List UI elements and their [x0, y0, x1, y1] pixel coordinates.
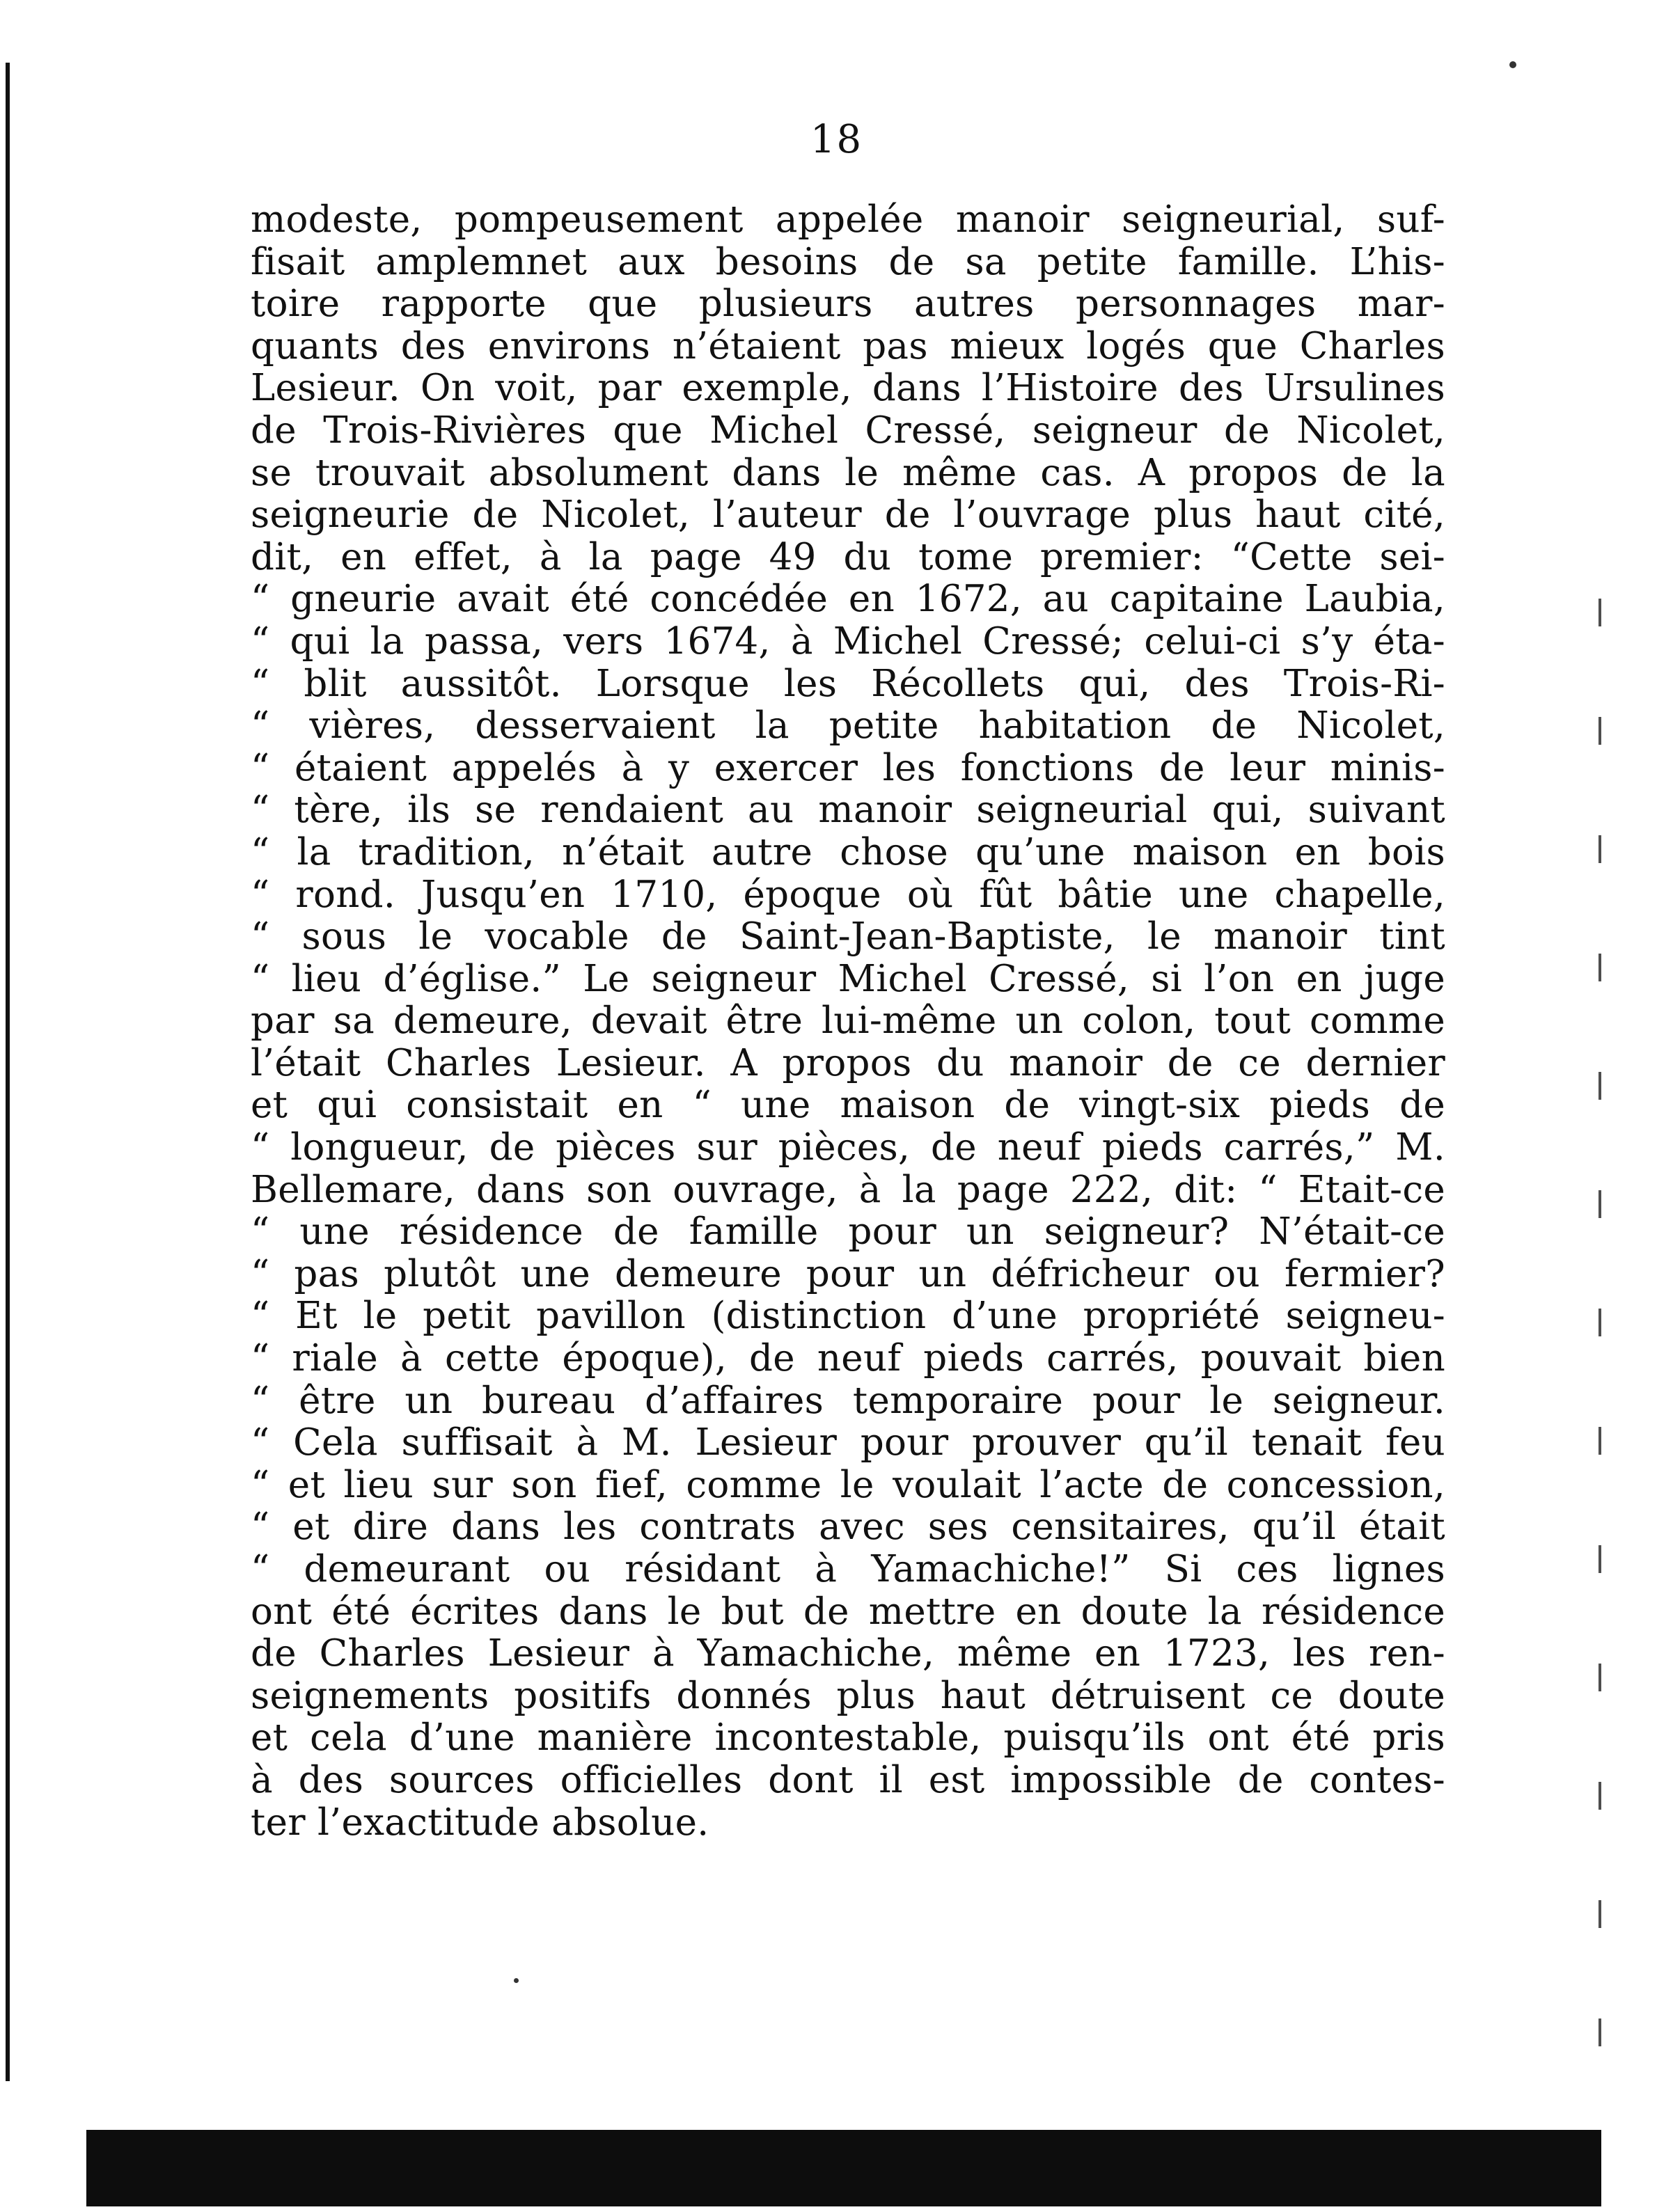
text-line: l’était Charles Lesieur. A propos du manoir de ce dernier [251, 1041, 1445, 1084]
text-line: dit, en effet, à la page 49 du tome premier: “Cette sei- [251, 535, 1445, 578]
text-line: “ et lieu sur son fief, comme le voulait l’acte de concession, [251, 1463, 1445, 1506]
text-line: “ riale à cette époque), de neuf pieds carrés, pouvait bien [251, 1337, 1445, 1380]
text-line: “ tère, ils se rendaient au manoir seigneurial qui, suivant [251, 789, 1445, 832]
text-line: “ gneurie avait été concédée en 1672, au capitaine Laubia, [251, 578, 1445, 621]
bottom-scan-edge [86, 2130, 1601, 2206]
page-left-edge [6, 63, 10, 2081]
text-line: et cela d’une manière incontestable, puisqu’ils ont été pris [251, 1716, 1445, 1760]
text-line: et qui consistait en “ une maison de vingt-six pieds de [251, 1084, 1445, 1127]
text-line: de Charles Lesieur à Yamachiche, même en 1723, les ren- [251, 1632, 1445, 1675]
scan-speck [1509, 61, 1516, 68]
text-line: toire rapporte que plusieurs autres personnages mar- [251, 283, 1445, 326]
text-line: seignements positifs donnés plus haut détruisent ce doute [251, 1674, 1445, 1717]
text-line: “ blit aussitôt. Lorsque les Récollets qui, des Trois-Ri- [251, 662, 1445, 705]
text-line: de Trois-Rivières que Michel Cressé, seigneur de Nicolet, [251, 409, 1445, 452]
text-line: “ Et le petit pavillon (distinction d’une propriété seigneu- [251, 1295, 1445, 1338]
text-line: “ pas plutôt une demeure pour un défricheur ou fermier? [251, 1252, 1445, 1295]
page-number: 18 [810, 117, 863, 162]
text-line: ter l’exactitude absolue. [251, 1801, 709, 1844]
right-margin-scan-marks [1599, 599, 1601, 2088]
text-line: seigneurie de Nicolet, l’auteur de l’ouvrage plus haut cité, [251, 493, 1445, 537]
text-line: “ vières, desservaient la petite habitation de Nicolet, [251, 704, 1445, 748]
text-line: modeste, pompeusement appelée manoir seigneurial, suf- [251, 198, 1445, 241]
text-line: Lesieur. On voit, par exemple, dans l’Histoire des Ursulines [251, 367, 1445, 410]
text-line: “ longueur, de pièces sur pièces, de neuf pieds carrés,” M. [251, 1126, 1445, 1169]
text-line: “ et dire dans les contrats avec ses censitaires, qu’il était [251, 1506, 1445, 1549]
text-line: Bellemare, dans son ouvrage, à la page 222, dit: “ Etait-ce [251, 1168, 1445, 1211]
text-line: “ la tradition, n’était autre chose qu’une maison en bois [251, 830, 1445, 874]
text-line: ont été écrites dans le but de mettre en doute la résidence [251, 1590, 1445, 1633]
text-line: “ une résidence de famille pour un seigneur? N’était-ce [251, 1210, 1445, 1254]
scan-speck [514, 1978, 519, 1983]
text-line: “ sous le vocable de Saint-Jean-Baptiste, le manoir tint [251, 915, 1445, 958]
text-line: “ étaient appelés à y exercer les fonctions de leur minis- [251, 746, 1445, 789]
text-line: “ lieu d’église.” Le seigneur Michel Cressé, si l’on en juge [251, 957, 1445, 1000]
text-line: fisait amplemnet aux besoins de sa petite famille. L’his- [251, 240, 1445, 283]
text-line: “ rond. Jusqu’en 1710, époque où fût bâtie une chapelle, [251, 873, 1445, 916]
text-line: à des sources officielles dont il est impossible de contes- [251, 1758, 1445, 1801]
text-line: “ demeurant ou résidant à Yamachiche!” Si ces lignes [251, 1548, 1445, 1590]
text-line: se trouvait absolument dans le même cas. A propos de la [251, 451, 1445, 494]
text-line: par sa demeure, devait être lui-même un colon, tout comme [251, 1000, 1445, 1043]
text-line: “ Cela suffisait à M. Lesieur pour prouver qu’il tenait feu [251, 1421, 1445, 1464]
text-line: “ être un bureau d’affaires temporaire pour le seigneur. [251, 1379, 1445, 1422]
text-line: “ qui la passa, vers 1674, à Michel Cressé; celui-ci s’y éta- [251, 619, 1445, 663]
body-text [251, 199, 1445, 1844]
text-line: quants des environs n’étaient pas mieux logés que Charles [251, 324, 1445, 368]
